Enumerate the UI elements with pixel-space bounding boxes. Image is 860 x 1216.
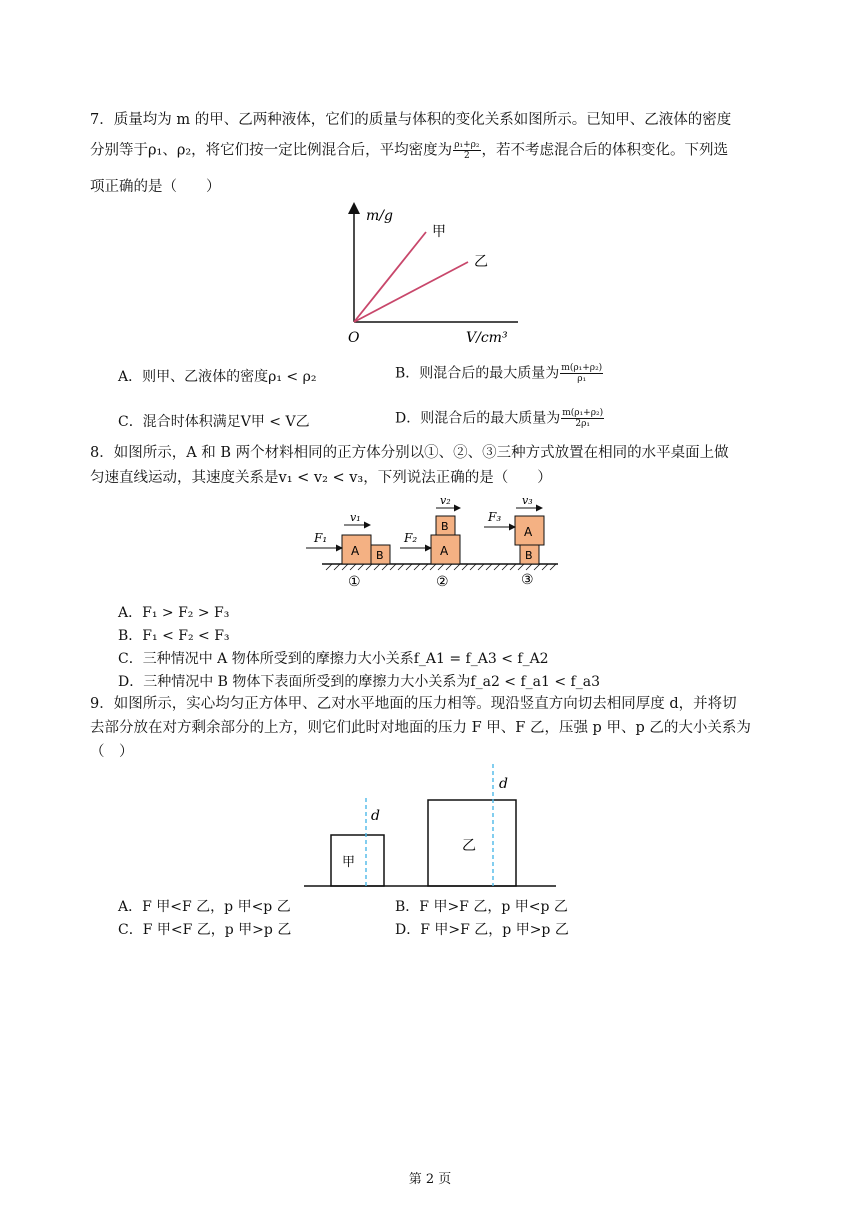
cube-jia (331, 835, 384, 886)
q7-optB-num: m(ρ₁+ρ₂) (561, 363, 603, 373)
case2-number: ② (436, 574, 449, 590)
case3-velocity-label: v₃ (522, 494, 533, 507)
line-jia (354, 232, 426, 322)
q9-option-d: D．F 甲>F 乙，p 甲>p 乙 (395, 922, 569, 938)
d-label-yi: d (499, 776, 508, 792)
q9-option-c: C．F 甲<F 乙，p 甲>p 乙 (118, 922, 292, 938)
q7-optD-den: 2ρ₁ (575, 419, 590, 429)
q7-line2 (90, 140, 728, 161)
q7-optB-frac (560, 363, 603, 384)
case2-velocity-label: v₂ (440, 494, 451, 507)
q8-option-b: B．F₁ < F₂ < F₃ (118, 628, 230, 644)
q7-optB-text: B．则混合后的最大质量为 (395, 365, 560, 382)
line-yi (354, 262, 468, 322)
q7-line2-a: 分别等于ρ₁、ρ₂，将它们按一定比例混合后，平均密度为 (90, 142, 453, 159)
q7-option-c: C．混合时体积满足V甲 < V乙 (118, 414, 310, 430)
q7-optB-den: ρ₁ (577, 374, 587, 384)
q7-fraction (453, 140, 480, 161)
q7-option-a: A．则甲、乙液体的密度ρ₁ < ρ₂ (118, 369, 317, 385)
case1-number: ① (348, 574, 361, 590)
case1-label-b: B (376, 549, 384, 562)
label-yi: 乙 (474, 254, 488, 270)
case2-force-label: F₂ (404, 531, 418, 545)
q7-mass-volume-graph (330, 200, 530, 350)
q9-line2: 去部分放在对方剩余部分的上方，则它们此时对地面的压力 F 甲、F 乙，压强 p 甲、p 乙的大小关系为 (90, 720, 751, 736)
ground-hatching (326, 564, 556, 570)
case1-force-label: F₁ (314, 531, 328, 545)
x-axis-label: V/cm³ (466, 330, 508, 346)
q9-cubes-figure (300, 762, 560, 890)
q9-option-a: A．F 甲<F 乙，p 甲<p 乙 (118, 899, 291, 915)
case2-label-a: A (440, 544, 449, 558)
q7-line3: 项正确的是（ ） (90, 179, 221, 195)
q7-optD-text: D．则混合后的最大质量为 (395, 410, 561, 427)
label-cube-yi: 乙 (462, 838, 476, 854)
page-number: 第 2 页 (408, 1172, 452, 1187)
q7-optD-num: m(ρ₁+ρ₂) (562, 408, 604, 418)
q7-line2-b: ，若不考虑混合后的体积变化。下列选 (481, 142, 729, 159)
q8-option-a: A．F₁ > F₂ > F₃ (118, 605, 230, 621)
case3-force-label: F₃ (488, 510, 502, 524)
q8-option-d: D．三种情况中 B 物体下表面所受到的摩擦力大小关系为f_a2 < f_a1 < f_a3 (118, 674, 600, 690)
case1-velocity-label: v₁ (350, 511, 361, 524)
q8-option-c: C．三种情况中 A 物体所受到的摩擦力大小关系f_A1 = f_A3 < f_A2 (118, 651, 549, 667)
q7-frac-num: ρ₁+ρ₂ (454, 140, 480, 150)
q8-blocks-figure (300, 494, 570, 594)
q7-frac-den: 2 (463, 151, 470, 161)
label-cube-jia: 甲 (342, 855, 356, 870)
q7-line1: 7．质量均为 m 的甲、乙两种液体，它们的质量与体积的变化关系如图所示。已知甲、乙液体的密度 (90, 112, 732, 128)
y-axis-label: m/g (366, 208, 393, 224)
q9-line3: （ ） (90, 744, 134, 760)
case3-label-a: A (524, 525, 533, 539)
origin-label: O (348, 330, 360, 346)
q9-line1: 9．如图所示，实心均匀正方体甲、乙对水平地面的压力相等。现沿竖直方向切去相同厚度 d，并将切 (90, 696, 737, 712)
d-label-jia: d (371, 808, 380, 824)
case3-label-b: B (525, 549, 533, 562)
q8-line2: 匀速直线运动，其速度关系是v₁ < v₂ < v₃，下列说法正确的是（ ） (90, 470, 552, 486)
case2-label-b: B (441, 520, 449, 533)
q7-optD-frac (561, 408, 604, 429)
label-jia: 甲 (432, 224, 446, 240)
case1-label-a: A (351, 544, 360, 558)
q8-line1: 8．如图所示，A 和 B 两个材料相同的正方体分别以①、②、③三种方式放置在相同的水平桌面上做 (90, 445, 729, 461)
q7-option-d (395, 408, 605, 429)
q9-option-b: B．F 甲>F 乙，p 甲<p 乙 (395, 899, 568, 915)
q7-option-b (395, 363, 604, 384)
case3-number: ③ (521, 572, 534, 588)
